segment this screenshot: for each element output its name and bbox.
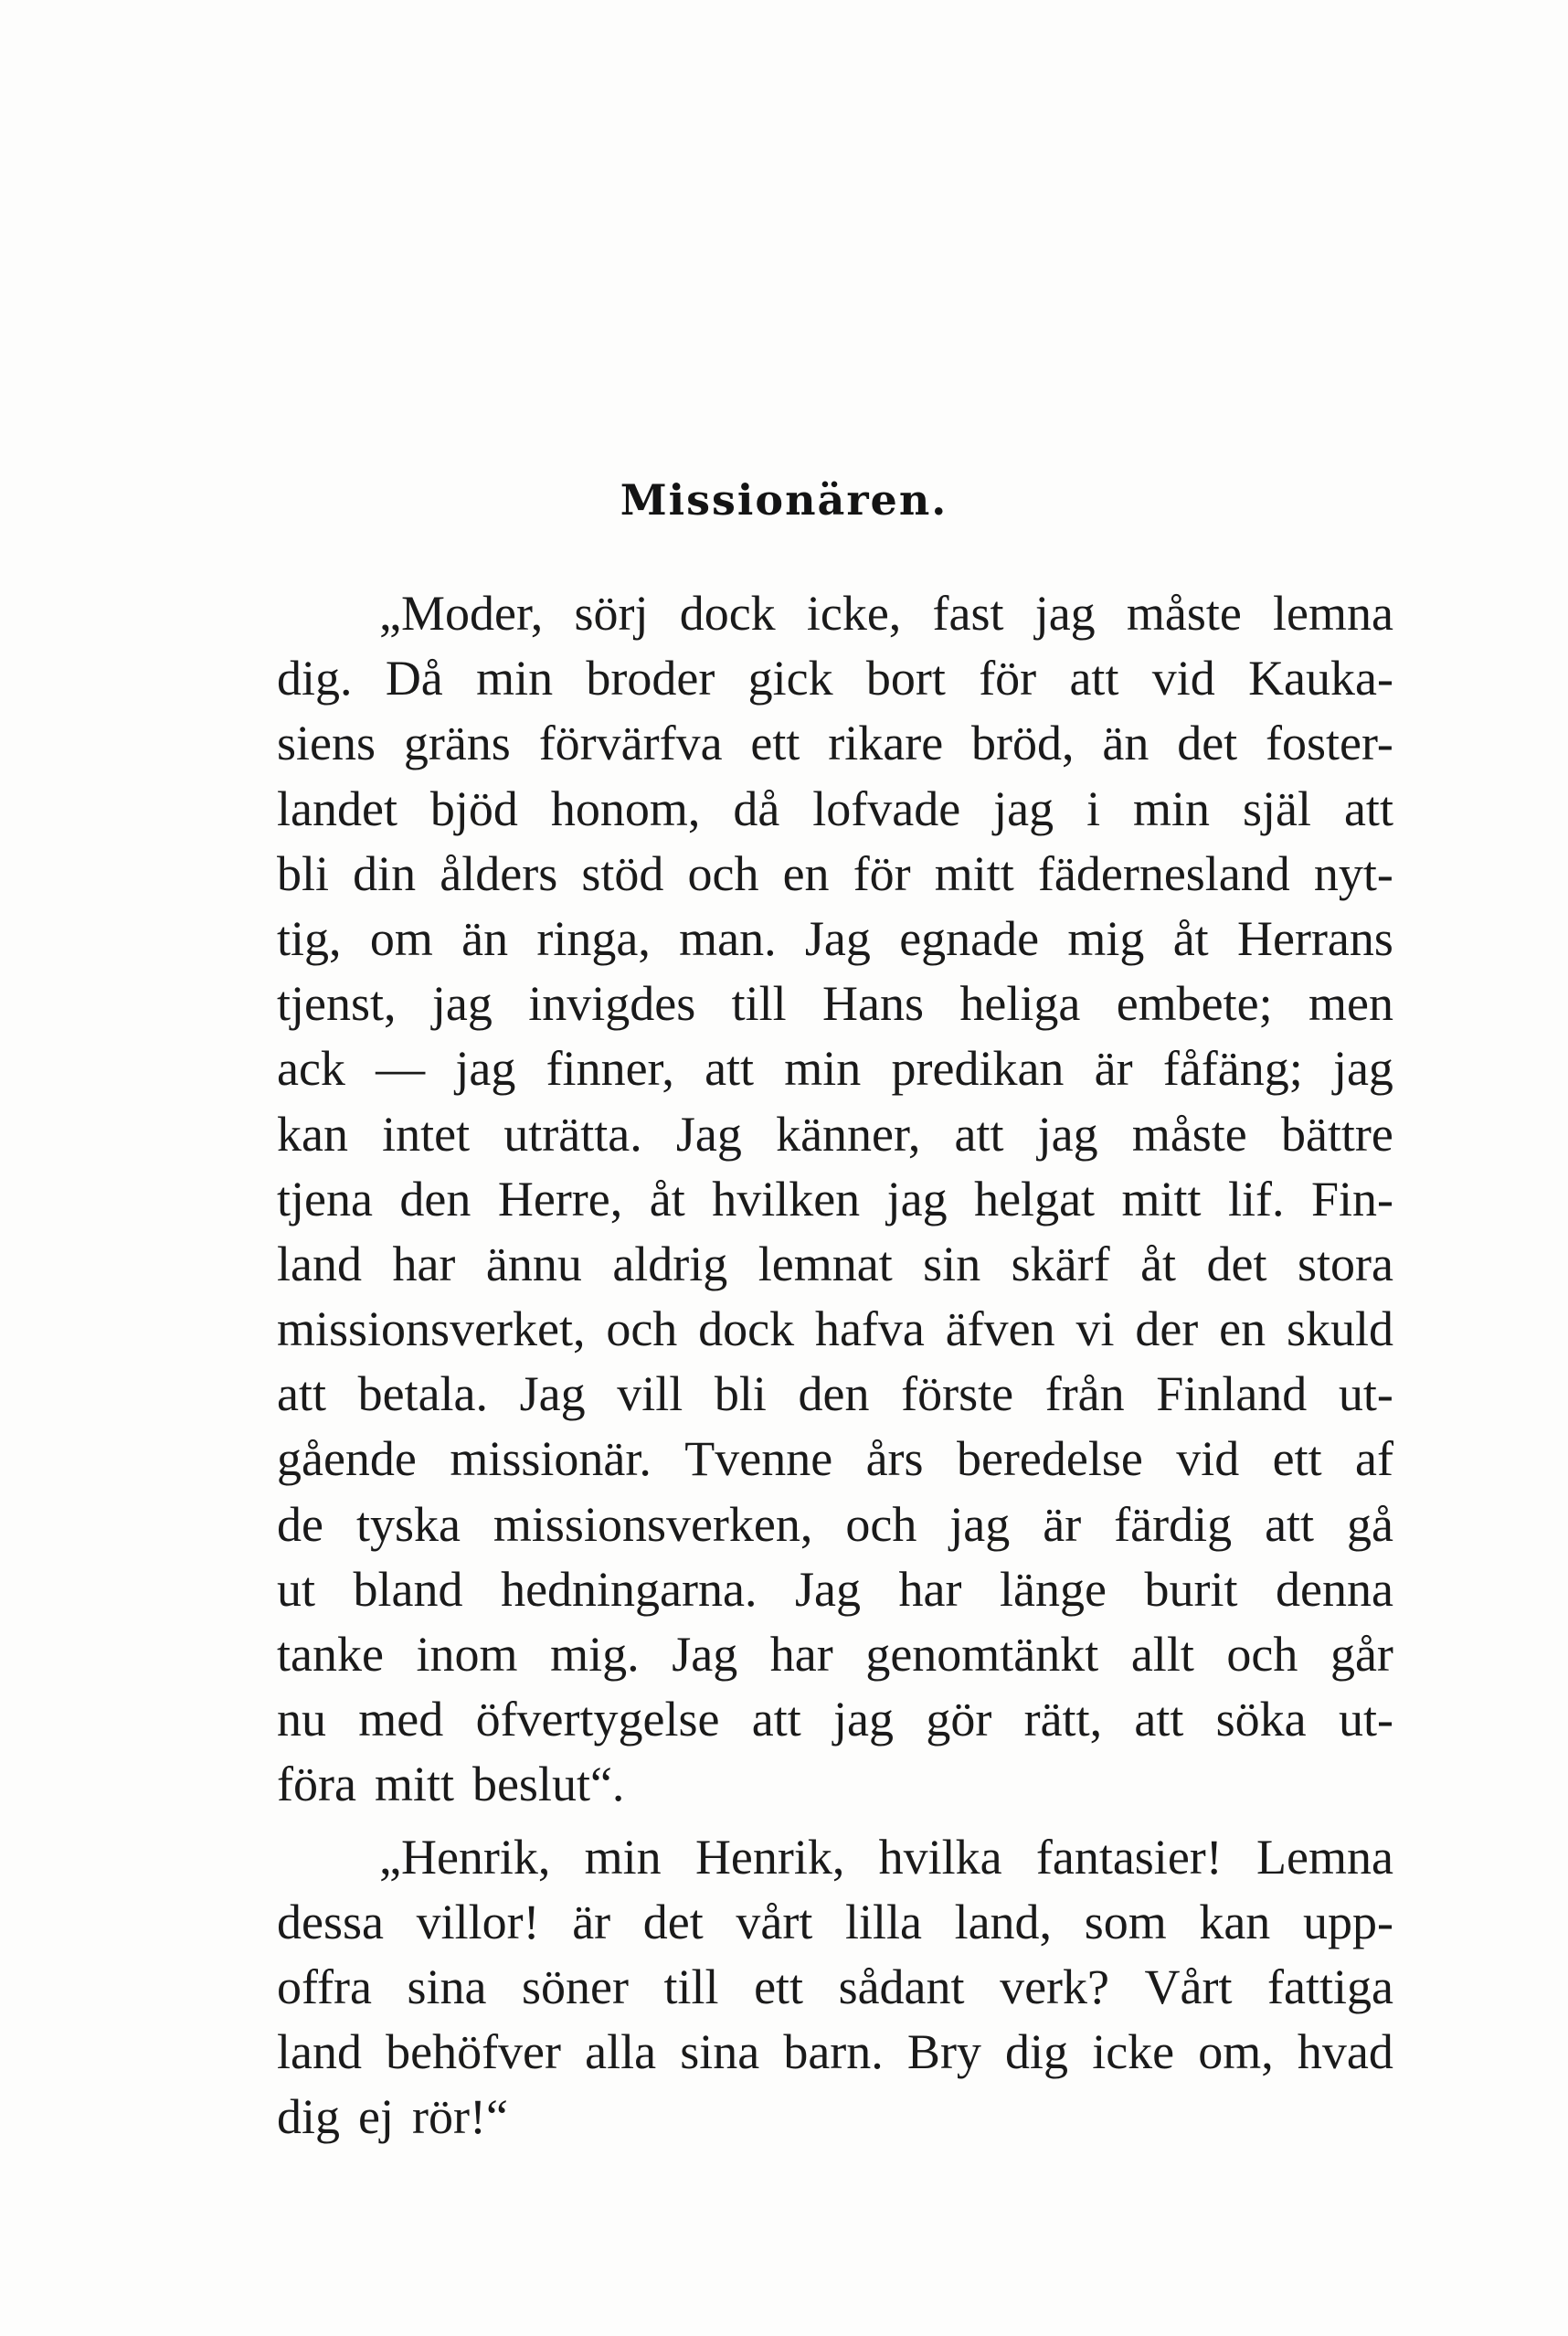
- word: „Moder,: [379, 586, 544, 641]
- word: förste: [901, 1366, 1014, 1422]
- word: bli: [277, 845, 330, 901]
- word: intet: [382, 1106, 471, 1162]
- word: bland: [353, 1561, 463, 1617]
- word: beredelse: [956, 1431, 1143, 1487]
- word: finner,: [546, 1041, 674, 1097]
- word: Herrans: [1237, 910, 1393, 966]
- word: Lemna: [1256, 1829, 1393, 1885]
- word: „Henrik,: [379, 1829, 551, 1885]
- word: föra: [277, 1757, 356, 1812]
- word: jag: [833, 1692, 895, 1747]
- word: icke: [1092, 2024, 1175, 2080]
- word: uträtta.: [503, 1106, 642, 1162]
- word: hedningarna.: [501, 1561, 758, 1617]
- word: som: [1084, 1894, 1167, 1949]
- word: min: [584, 1829, 662, 1885]
- word: lilla: [844, 1894, 922, 1949]
- word: nu: [277, 1692, 326, 1747]
- word: den: [399, 1171, 471, 1226]
- word: vårt: [736, 1894, 813, 1949]
- word: jag: [949, 1496, 1011, 1552]
- word: mitt: [1121, 1171, 1202, 1226]
- text-line: [277, 777, 1393, 842]
- word: tjena: [277, 1171, 373, 1226]
- word: allt: [1130, 1627, 1194, 1682]
- word: foster-: [1266, 716, 1393, 771]
- word: burit: [1144, 1561, 1238, 1617]
- word: landet: [277, 780, 397, 836]
- word: vid: [1151, 651, 1215, 706]
- word: då: [733, 780, 780, 836]
- text-line: [277, 1825, 1393, 1890]
- word: ett: [754, 1959, 804, 2014]
- word: dig.: [277, 651, 353, 706]
- word: missionsverken,: [493, 1496, 813, 1552]
- word: att: [1265, 1496, 1315, 1552]
- word: land: [277, 1236, 362, 1291]
- word: att: [751, 1692, 801, 1747]
- word: tjenst,: [277, 976, 397, 1032]
- word: invigdes: [528, 976, 696, 1032]
- word: för: [979, 651, 1037, 706]
- word: upp-: [1302, 1894, 1393, 1949]
- word: för: [853, 845, 911, 901]
- word: honom,: [550, 780, 701, 836]
- word: Herre,: [497, 1171, 623, 1226]
- word: kan: [1199, 1894, 1271, 1949]
- word: tanke: [277, 1627, 384, 1682]
- word: mitt: [374, 1757, 454, 1812]
- word: sina: [407, 1959, 487, 2014]
- word: att: [1134, 1692, 1184, 1747]
- word: din: [353, 845, 417, 901]
- word: genomtänkt: [865, 1627, 1099, 1682]
- word: lif.: [1228, 1171, 1285, 1226]
- text-line: [277, 2020, 1393, 2085]
- word: mitt: [934, 845, 1014, 901]
- text-line: [277, 972, 1393, 1036]
- word: embete;: [1116, 976, 1273, 1032]
- word: är: [1043, 1496, 1082, 1552]
- word: lemnat: [758, 1236, 893, 1291]
- body-text: [277, 581, 1393, 2150]
- word: Jag: [804, 910, 871, 966]
- text-line: [277, 1167, 1393, 1232]
- word: min: [476, 651, 554, 706]
- word: måste: [1126, 586, 1242, 641]
- text-line: [277, 1102, 1393, 1167]
- word: det: [642, 1894, 704, 1949]
- text-line: [277, 711, 1393, 776]
- word: till: [731, 976, 787, 1032]
- word: länge: [999, 1561, 1107, 1617]
- word: jag: [993, 780, 1054, 836]
- word: i: [1086, 780, 1101, 836]
- word: ut-: [1338, 1692, 1393, 1747]
- word: förvärfva: [538, 716, 723, 771]
- word: är: [572, 1894, 611, 1949]
- word: vill: [617, 1366, 683, 1422]
- word: att: [1343, 780, 1393, 836]
- word: än: [461, 910, 509, 966]
- word: inom: [416, 1627, 518, 1682]
- word: skärf: [1011, 1236, 1110, 1291]
- word: der: [1135, 1301, 1199, 1357]
- word: och: [687, 845, 759, 901]
- word: ut-: [1338, 1366, 1393, 1422]
- word: man.: [679, 910, 777, 966]
- word: fast: [932, 586, 1004, 641]
- word: mig: [1067, 910, 1145, 966]
- word: gående: [277, 1431, 417, 1487]
- word: en: [1219, 1301, 1266, 1357]
- word: hvad: [1297, 2024, 1393, 2080]
- word: ett: [750, 716, 800, 771]
- word: äfven: [945, 1301, 1055, 1357]
- word: skuld: [1286, 1301, 1393, 1357]
- text-line: [277, 1362, 1393, 1427]
- word: missionsverket,: [277, 1301, 586, 1357]
- word: min: [784, 1041, 862, 1097]
- word: att: [1069, 651, 1119, 706]
- word: Vårt: [1144, 1959, 1233, 2014]
- word: det: [1177, 716, 1238, 771]
- word: offra: [277, 1959, 372, 2014]
- word: sörj: [574, 586, 649, 641]
- word: gick: [747, 651, 833, 706]
- word: vi: [1075, 1301, 1115, 1357]
- word: är: [1094, 1041, 1133, 1097]
- word: gå: [1347, 1496, 1393, 1552]
- text-line: [277, 1687, 1393, 1752]
- word: Tvenne: [684, 1431, 833, 1487]
- word: söka: [1215, 1692, 1307, 1747]
- word: hafva: [814, 1301, 925, 1357]
- word: missionär.: [450, 1431, 652, 1487]
- word: sina: [680, 2024, 760, 2080]
- word: Henrik,: [694, 1829, 845, 1885]
- word: vid: [1176, 1431, 1240, 1487]
- word: aldrig: [612, 1236, 728, 1291]
- word: dig: [1005, 2024, 1069, 2080]
- text-line: [277, 1557, 1393, 1622]
- text-line: [277, 581, 1393, 646]
- word: och: [845, 1496, 917, 1552]
- word: gör: [926, 1692, 992, 1747]
- word: åt: [1140, 1236, 1177, 1291]
- text-line: [277, 1752, 1393, 1817]
- word: jag: [455, 1041, 516, 1097]
- word: ej: [358, 2089, 394, 2145]
- word: har: [392, 1236, 456, 1291]
- word: ännu: [485, 1236, 582, 1291]
- word: dock: [698, 1301, 795, 1357]
- word: barn.: [783, 2024, 884, 2080]
- word: men: [1308, 976, 1393, 1032]
- word: öfvertygelse: [475, 1692, 720, 1747]
- word: bättre: [1280, 1106, 1393, 1162]
- word: hvilken: [712, 1171, 861, 1226]
- word: bort: [865, 651, 946, 706]
- text-line: [277, 646, 1393, 711]
- word: sådant: [838, 1959, 965, 2014]
- word: måste: [1131, 1106, 1247, 1162]
- word: års: [865, 1431, 924, 1487]
- word: land,: [954, 1894, 1053, 1949]
- word: dock: [679, 586, 776, 641]
- word: ålders: [440, 845, 558, 901]
- word: heliga: [959, 976, 1081, 1032]
- word: jag: [1037, 1106, 1098, 1162]
- word: jag: [886, 1171, 948, 1226]
- word: ut: [277, 1561, 316, 1617]
- word: med: [358, 1692, 444, 1747]
- word: predikan: [891, 1041, 1065, 1097]
- word: villor!: [416, 1894, 540, 1949]
- word: fåfäng;: [1162, 1041, 1303, 1097]
- word: har: [898, 1561, 962, 1617]
- word: rätt,: [1023, 1692, 1103, 1747]
- word: Jag: [675, 1106, 742, 1162]
- word: min: [1133, 780, 1211, 836]
- word: bjöd: [429, 780, 518, 836]
- word: tyska: [355, 1496, 461, 1552]
- word: bröd,: [971, 716, 1075, 771]
- word: bli: [714, 1366, 767, 1422]
- word: fantasier!: [1035, 1829, 1223, 1885]
- word: ett: [1272, 1431, 1322, 1487]
- word: alla: [585, 2024, 657, 2080]
- word: helgat: [974, 1171, 1096, 1226]
- word: Jag: [672, 1627, 738, 1682]
- word: till: [663, 1959, 719, 2014]
- word: gräns: [403, 716, 511, 771]
- word: och: [606, 1301, 678, 1357]
- text-line: [277, 1427, 1393, 1492]
- word: känner,: [776, 1106, 921, 1162]
- text-line: [277, 1955, 1393, 2020]
- chapter-title: Missionären.: [620, 475, 948, 525]
- text-line: [277, 842, 1393, 907]
- word: betala.: [357, 1366, 489, 1422]
- word: tig,: [277, 910, 342, 966]
- word: går: [1330, 1627, 1393, 1682]
- word: fädernesland: [1037, 845, 1290, 901]
- word: stöd: [581, 845, 664, 901]
- word: broder: [586, 651, 715, 706]
- word: fattiga: [1267, 1959, 1393, 2014]
- word: mig.: [550, 1627, 640, 1682]
- text-line: [277, 1622, 1393, 1687]
- word: och: [1226, 1627, 1298, 1682]
- word: om,: [1198, 2024, 1274, 2080]
- text-line: [277, 1297, 1393, 1362]
- word: nyt-: [1313, 845, 1393, 901]
- word: det: [1206, 1236, 1267, 1291]
- word: än: [1102, 716, 1150, 771]
- word: att: [954, 1106, 1004, 1162]
- word: den: [798, 1366, 870, 1422]
- word: Finland: [1156, 1366, 1308, 1422]
- word: dig: [277, 2089, 341, 2145]
- word: egnade: [899, 910, 1040, 966]
- text-line: [277, 2085, 1393, 2150]
- word: om: [369, 910, 433, 966]
- word: land: [277, 2024, 362, 2080]
- word: jag: [431, 976, 493, 1032]
- text-line: [277, 1492, 1393, 1557]
- word: söner: [522, 1959, 629, 2014]
- word: siens: [277, 716, 376, 771]
- word: Hans: [822, 976, 924, 1032]
- word: icke,: [806, 586, 902, 641]
- text-line: [277, 907, 1393, 972]
- text-line: [277, 1232, 1393, 1297]
- word: åt: [1172, 910, 1209, 966]
- word: rikare: [828, 716, 944, 771]
- word: behöfver: [386, 2024, 562, 2080]
- word: ack: [277, 1041, 345, 1097]
- word: jag: [1332, 1041, 1393, 1097]
- word: Jag: [519, 1366, 586, 1422]
- word: Bry: [906, 2024, 981, 2080]
- word: en: [782, 845, 830, 901]
- word: de: [277, 1496, 323, 1552]
- word: själ: [1243, 780, 1312, 836]
- word: denna: [1276, 1561, 1393, 1617]
- word: från: [1044, 1366, 1125, 1422]
- word: Kauka-: [1248, 651, 1393, 706]
- word: har: [769, 1627, 833, 1682]
- word: Jag: [794, 1561, 861, 1617]
- text-line: [277, 1036, 1393, 1101]
- word: åt: [649, 1171, 685, 1226]
- word: jag: [1034, 586, 1096, 641]
- word: dessa: [277, 1894, 384, 1949]
- word: verk?: [1000, 1959, 1109, 2014]
- word: af: [1355, 1431, 1393, 1487]
- word: Fin-: [1310, 1171, 1393, 1226]
- word: lemna: [1273, 586, 1393, 641]
- word: rör!“: [412, 2089, 508, 2145]
- word: Då: [385, 651, 443, 706]
- word: sin: [923, 1236, 981, 1291]
- word: —: [376, 1041, 426, 1097]
- text-line: [277, 1890, 1393, 1955]
- word: hvilka: [878, 1829, 1002, 1885]
- word: kan: [277, 1106, 348, 1162]
- word: att: [277, 1366, 326, 1422]
- word: färdig: [1114, 1496, 1233, 1552]
- word: att: [705, 1041, 755, 1097]
- word: lofvade: [812, 780, 961, 836]
- word: beslut“.: [471, 1757, 625, 1812]
- word: ringa,: [536, 910, 651, 966]
- word: stora: [1298, 1236, 1393, 1291]
